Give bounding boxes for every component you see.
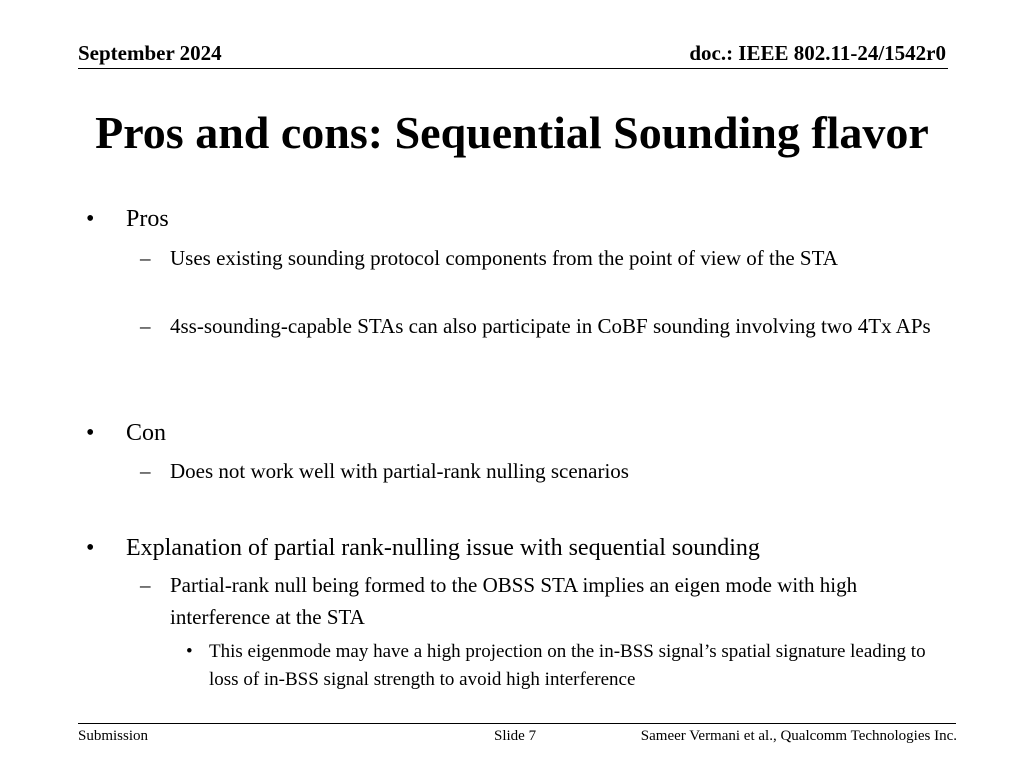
footer-submission: Submission (78, 728, 149, 744)
footer-author: Sameer Vermani et al., Qualcomm Technologies Inc. (640, 728, 957, 744)
bullet-marker: • (86, 535, 95, 561)
sub-bullet-pros-2 (140, 311, 940, 343)
sub-bullet-text: Does not work well with partial-rank nulling scenarios (170, 459, 629, 483)
dash-marker: – (140, 314, 151, 338)
bullet-con-label: Con (126, 420, 167, 446)
dash-marker: – (140, 459, 151, 483)
bullet-marker: • (186, 641, 193, 662)
sub-sub-bullet-explanation-1 (186, 638, 926, 693)
footer-slide-number: Slide 7 (494, 728, 537, 744)
sub-bullet-text: 4ss-sounding-capable STAs can also participate in CoBF sounding involving two 4Tx APs (170, 314, 931, 338)
bullet-pros-label: Pros (126, 206, 169, 232)
bullet-explanation-label: Explanation of partial rank-nulling issue with sequential sounding (126, 535, 760, 561)
bullet-marker: • (86, 206, 95, 232)
sub-bullet-text: Uses existing sounding protocol components from the point of view of the STA (170, 246, 838, 270)
header-doc-id: doc.: IEEE 802.11-24/1542r0 (689, 41, 946, 65)
header-divider (78, 68, 948, 69)
dash-marker: – (140, 246, 151, 270)
slide-title: Pros and cons: Sequential Sounding flavor (95, 107, 929, 158)
dash-marker: – (140, 573, 151, 597)
sub-bullet-text: Partial-rank null being formed to the OBSS STA implies an eigen mode with high interference at the STA (170, 573, 858, 629)
footer-divider (78, 723, 956, 724)
header-date: September 2024 (78, 41, 222, 65)
sub-bullet-explanation-1 (140, 570, 940, 633)
sub-bullet-con-1 (140, 456, 940, 488)
sub-bullet-pros-1 (140, 243, 940, 275)
sub-sub-bullet-text: This eigenmode may have a high projection on the in-BSS signal’s spatial signature leading to loss of in-BSS signal strength to avoid high interference (209, 641, 926, 690)
bullet-marker: • (86, 420, 95, 446)
